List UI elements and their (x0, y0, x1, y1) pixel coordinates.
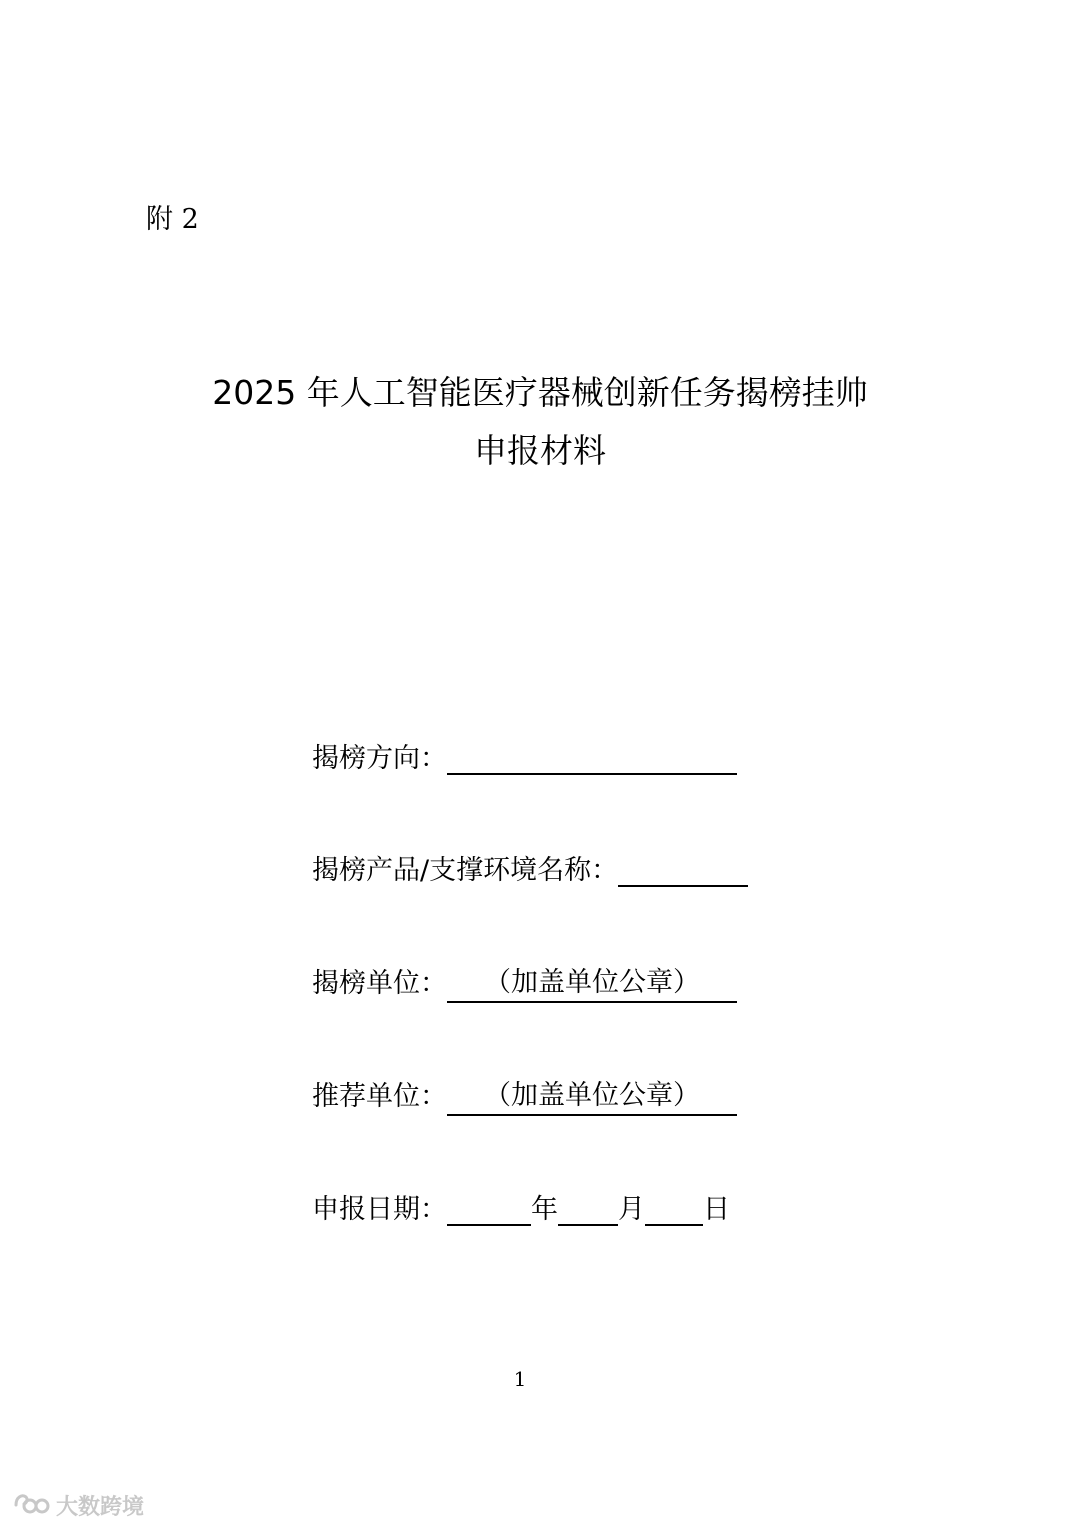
recommender-row (312, 1077, 737, 1117)
year-blank (447, 1194, 531, 1226)
day-unit: 日 (703, 1194, 730, 1225)
product-blank (618, 855, 748, 887)
applicant-row (312, 964, 737, 1004)
product-label: 揭榜产品/支撑环境名称： (312, 855, 619, 886)
direction-blank (447, 743, 737, 775)
recommender-stamp: （加盖单位公章） (447, 1078, 737, 1116)
watermark (12, 1489, 144, 1521)
applicant-stamp: （加盖单位公章） (447, 965, 737, 1003)
title-line-2: 申报材料 (474, 431, 606, 470)
product-row (312, 851, 748, 891)
day-blank (645, 1194, 703, 1226)
date-label: 申报日期： (312, 1194, 447, 1225)
direction-row (312, 739, 737, 779)
applicant-label: 揭榜单位： (312, 968, 447, 999)
month-unit: 月 (618, 1194, 645, 1225)
watermark-logo-icon (12, 1491, 50, 1519)
month-blank (558, 1194, 618, 1226)
year-unit: 年 (531, 1194, 558, 1225)
page-number: 1 (513, 1367, 527, 1391)
title-line-1: 2025 年人工智能医疗器械创新任务揭榜挂帅 (212, 373, 868, 412)
direction-label: 揭榜方向： (312, 743, 447, 774)
recommender-label: 推荐单位： (312, 1081, 447, 1112)
document-title (0, 364, 1080, 480)
watermark-text: 大数跨境 (56, 1494, 145, 1520)
attachment-label: 附 2 (146, 204, 199, 235)
date-row (312, 1190, 730, 1230)
